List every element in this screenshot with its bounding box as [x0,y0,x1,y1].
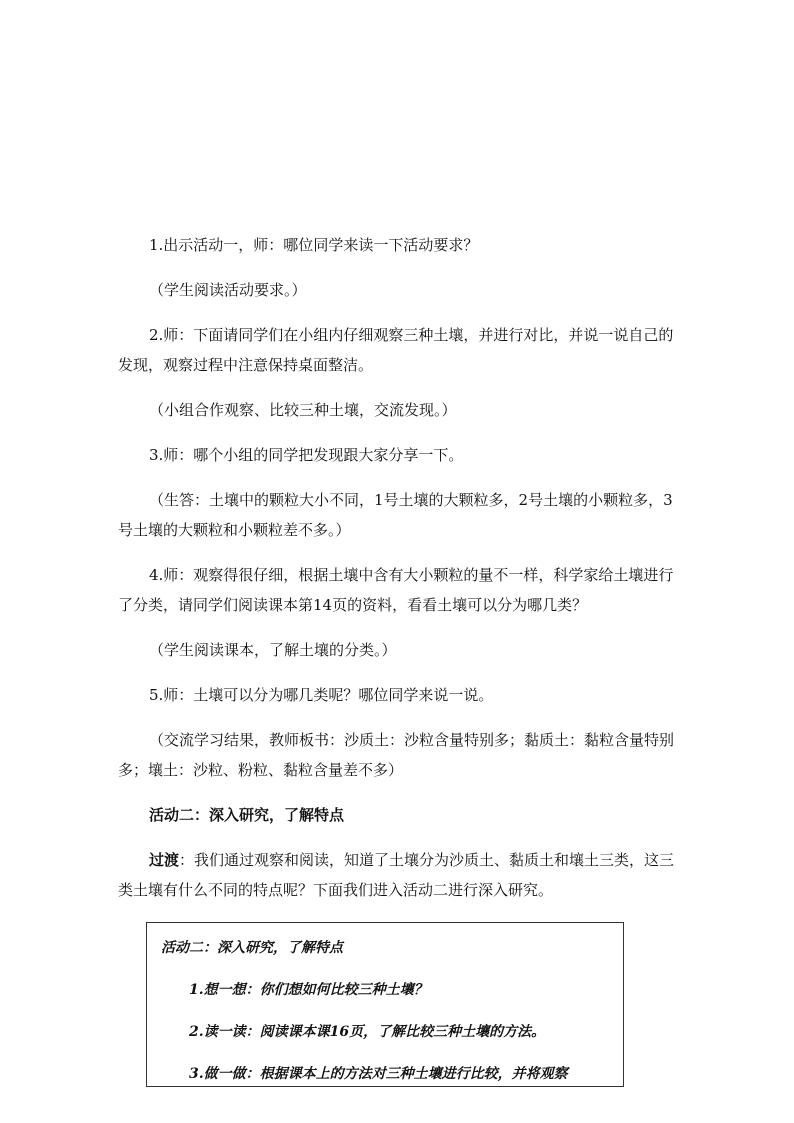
transition-label: 过渡 [149,851,180,869]
paragraph-9: 5.师：土壤可以分为哪几类呢？哪位同学来说一说。 [149,686,494,704]
paragraph-3: 2.师：下面请同学们在小组内仔细观察三种土壤，并进行对比，并说一说自己的发现，观察过程中注意保持桌面整洁。 [118,326,674,374]
activity-box-item-3: 3.做一做：根据课本上的方法对三种土壤进行比较，并将观察 [189,1066,568,1082]
activity-box-item-2: 2.读一读：阅读课本课16页，了解比较三种土壤的方法。 [189,1024,546,1040]
paragraph-5: 3.师：哪个小组的同学把发现跟大家分享一下。 [149,446,464,464]
paragraph-7: 4.师：观察得很仔细，根据土壤中含有大小颗粒的量不一样，科学家给土壤进行了分类，请同学们阅读课本第14页的资料，看看土壤可以分为哪几类？ [118,566,674,614]
activity-box-title: 活动二：深入研究，了解特点 [161,940,343,956]
activity-box [146,922,624,1087]
paragraph-6: （生答：土壤中的颗粒大小不同，1号土壤的大颗粒多，2号土壤的小颗粒多，3号土壤的大颗粒和小颗粒差不多。） [118,491,673,539]
paragraph-4: （小组合作观察、比较三种土壤，交流发现。） [149,401,457,419]
transition-text: ：我们通过观察和阅读，知道了土壤分为沙质土、黏质土和壤土三类，这三类土壤有什么不同的特点呢？下面我们进入活动二进行深入研究。 [118,851,675,899]
activity-heading: 活动二：深入研究，了解特点 [149,806,345,824]
paragraph-1: 1.出示活动一，师：哪位同学来读一下活动要求？ [149,236,479,254]
paragraph-10: （交流学习结果，教师板书：沙质土：沙粒含量特别多；黏质土：黏粒含量特别多；壤土：沙粒、粉粒、黏粒含量差不多） [118,731,675,779]
paragraph-2: （学生阅读活动要求。） [149,281,307,299]
transition-paragraph [118,845,678,905]
paragraph-8: （学生阅读课本，了解土壤的分类。） [149,641,397,659]
activity-box-item-1: 1.想一想：你们想如何比较三种土壤？ [189,982,428,998]
